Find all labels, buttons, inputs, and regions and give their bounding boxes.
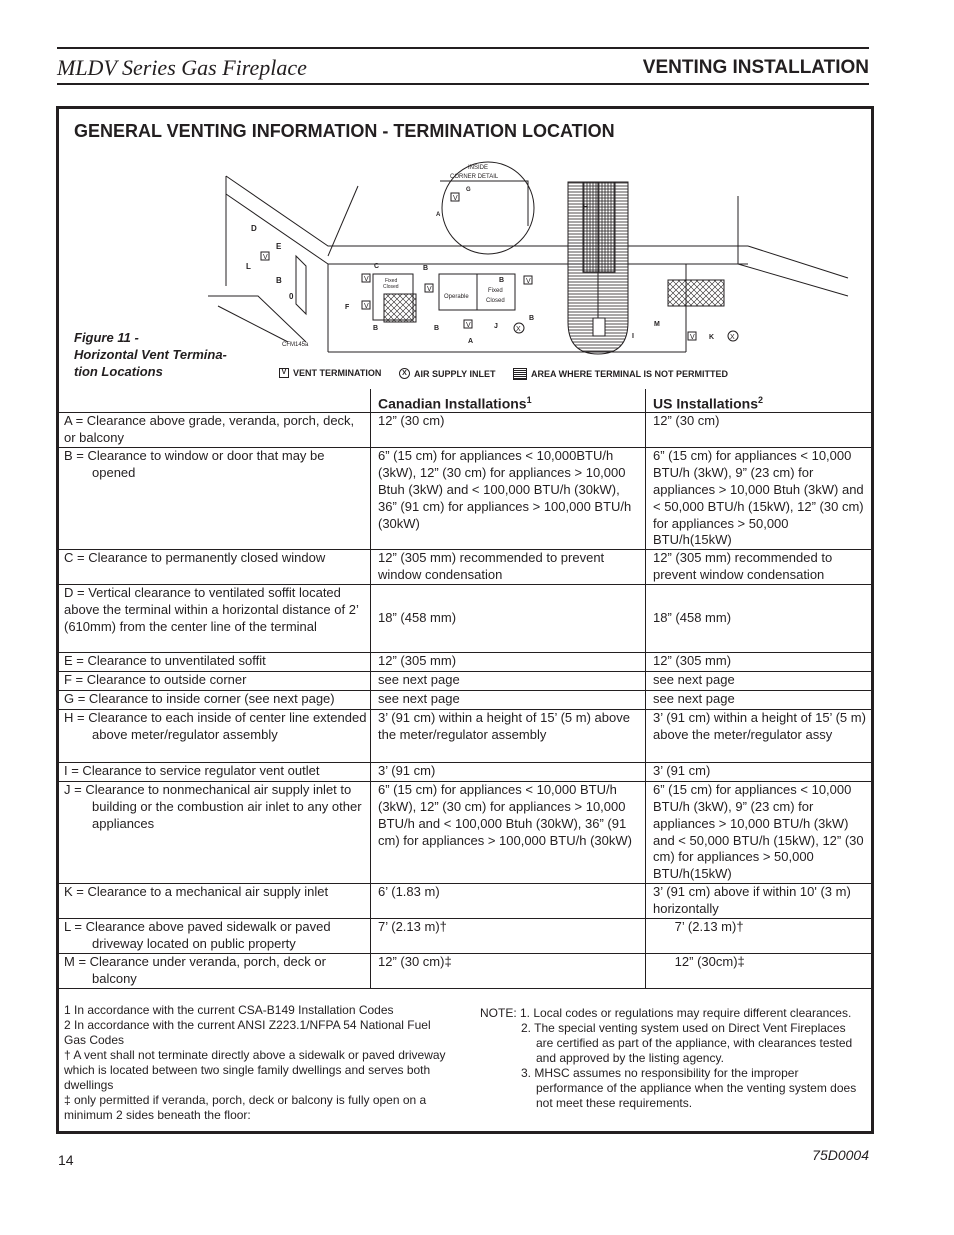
col-canadian: Canadian Installations$^1$ [371, 389, 646, 413]
detail-title-1: INSIDE [468, 165, 489, 171]
legend-vent: V VENT TERMINATION [279, 368, 381, 378]
footnote-2: 2 In accordance with the current ANSI Z223.1/NFPA 54 National Fuel Gas Codes [64, 1018, 431, 1047]
label-b5: B [434, 325, 440, 332]
window-closed-label-2: Closed [486, 298, 505, 304]
table-row: M = Clearance under veranda, porch, deck or balcony 12” (30 cm)‡ 12” (30cm)‡ [59, 954, 871, 989]
window-operable-label: Operable [444, 294, 469, 300]
table-header [59, 389, 871, 413]
svg-text:X: X [730, 334, 735, 341]
svg-text:V: V [427, 286, 432, 293]
clearance-table [59, 389, 871, 989]
label-e: E [276, 242, 282, 251]
table-row: K = Clearance to a mechanical air supply inlet 6’ (1.83 m) 3’ (91 cm) above if within 10' (3 m) horizontally [59, 884, 871, 919]
window-fixed-label: Fixed [385, 278, 398, 284]
table-row: C = Clearance to permanently closed window 12” (305 mm) recommended to prevent window condensation 12” (305 mm) recommended to prevent window condensation [59, 550, 871, 585]
table-row: I = Clearance to service regulator vent outlet 3’ (91 cm) 3’ (91 cm) [59, 763, 871, 782]
table-row: J = Clearance to nonmechanical air supply inlet to building or the combustion air inlet to any other appliances 6” (15 cm) for appliances < 10,000 BTU/h (3kW), 12” (30 cm) for appliances > 10,000 BTU/h and < 100,000 Btuh (30kW), 36” (91 cm) for appliances > 100,000 BTU/h (30kW) 6” (15 cm) for appliances < 10,000 BTU/h (3kW), 9” (23 cm) for appliances > 10,000 BTU/h (3kW) and < 50,000 BTU/h (15kW), 12” (30 cm) for appliances > 50,000 BTU/h(15kW) [59, 782, 871, 884]
header-rule-top [57, 47, 869, 49]
svg-text:V: V [364, 303, 369, 310]
label-zero: 0 [289, 292, 294, 301]
table-row: A = Clearance above grade, veranda, porch, deck, or balcony 12” (30 cm) 12” (30 cm) [59, 413, 871, 448]
svg-text:V: V [466, 322, 471, 329]
air-supply-icon: X [399, 368, 410, 379]
manual-title: MLDV Series Gas Fireplace [57, 55, 307, 80]
label-a-lower: A [468, 338, 474, 345]
v-mark-left: V [263, 254, 268, 261]
vent-termination-icon: V [279, 368, 289, 378]
label-b3: B [529, 315, 535, 322]
svg-text:V: V [453, 195, 458, 202]
table-row: B = Clearance to window or door that may be opened 6” (15 cm) for appliances < 10,000BTU/h (3kW), 12” (30 cm) for appliances > 10,000 Btuh (3kW) and < 100,000 BTU/h (30kW), 36” (91 cm) for appliances > 100,000 BTU/h (30kW) 6” (15 cm) for appliances < 10,000 BTU/h (3kW), 9” (23 cm) for appliances > 10,000 Btuh (3kW) and < 50,000 BTU/h (15kW), 12” (30 cm) for appliances > 50,000 BTU/h(15kW) [59, 448, 871, 550]
label-i: I [632, 333, 634, 340]
legend-hatch: AREA WHERE TERMINAL IS NOT PERMITTED [513, 368, 728, 380]
table-row: G = Clearance to inside corner (see next page) see next page see next page [59, 691, 871, 710]
table-row: H = Clearance to each inside of center line extended above meter/regulator assembly 3’ (91 cm) within a height of 15’ (5 m) above the meter/regulator assembly 3’ (91 cm) within a height of 15’ (5 m) above the meter/regulator assy [59, 710, 871, 763]
footnote-double-dagger: ‡ only permitted if veranda, porch, deck or balcony is fully open on a minimum 2 sides beneath the floor: [64, 1093, 427, 1122]
note-2: 2. The special venting system used on Direct Vent Fireplaces are certified as part of the appliance, with clearances tested and approved by the listing agency. [521, 1021, 853, 1065]
label-f: F [345, 304, 350, 311]
footnotes [64, 1003, 454, 1123]
legend-air: X AIR SUPPLY INLET [399, 368, 496, 379]
label-m: M [654, 321, 660, 328]
label-c: C [374, 263, 380, 270]
figure-code: CFM145a [282, 342, 309, 348]
label-g: G [466, 187, 471, 193]
window-fixed-label-2: Fixed [488, 288, 503, 294]
label-k: K [709, 334, 715, 341]
svg-text:V: V [690, 334, 695, 341]
table-row: D = Vertical clearance to ventilated soffit located above the terminal within a horizontal distance of 2’ (610mm) from the center line of the terminal 18” (458 mm) 18” (458 mm) [59, 585, 871, 653]
label-b-left: B [276, 276, 282, 285]
section-heading: VENTING INSTALLATION [642, 57, 869, 78]
detail-title-2: CORNER DETAIL [450, 174, 499, 180]
footnote-dagger: † A vent shall not terminate directly above a sidewalk or paved driveway which is located between two single family dwellings and serves both dwellings [64, 1048, 446, 1092]
page-number: 14 [58, 1152, 74, 1168]
svg-text:V: V [526, 278, 531, 285]
not-permitted-icon [513, 368, 527, 380]
label-b-window: B [423, 265, 429, 272]
window-closed-label: Closed [383, 284, 399, 290]
table-row: L = Clearance above paved sidewalk or paved driveway located on public property 7’ (2.13 m)† 7’ (2.13 m)† [59, 919, 871, 954]
page-title: GENERAL VENTING INFORMATION - TERMINATION LOCATION [74, 121, 615, 141]
footnote-1: 1 In accordance with the current CSA-B149 Installation Codes [64, 1003, 394, 1017]
figure-caption: Figure 11 - Horizontal Vent Termina- tion Locations [74, 330, 227, 379]
svg-text:V: V [364, 276, 369, 283]
document-number: 75D0004 [812, 1147, 869, 1163]
header-blank [59, 389, 371, 413]
table-row: F = Clearance to outside corner see next page see next page [59, 672, 871, 691]
label-b4: B [373, 325, 379, 332]
col-us: US Installations$^2$ [646, 389, 872, 413]
label-b2: B [499, 277, 505, 284]
label-l: L [246, 262, 251, 271]
svg-text:X: X [516, 326, 521, 333]
header-rule-bottom [57, 83, 869, 85]
label-a-detail: A [436, 212, 441, 218]
note-3: 3. MHSC assumes no responsibility for the improper performance of the appliance when the venting system does not meet these requirements. [521, 1066, 857, 1110]
notes [480, 1006, 860, 1111]
label-d: D [251, 224, 257, 233]
note-1: NOTE: 1. Local codes or regulations may require different clearances. [480, 1006, 852, 1020]
label-j: J [494, 323, 498, 330]
table-row: E = Clearance to unventilated soffit 12” (305 mm) 12” (305 mm) [59, 653, 871, 672]
